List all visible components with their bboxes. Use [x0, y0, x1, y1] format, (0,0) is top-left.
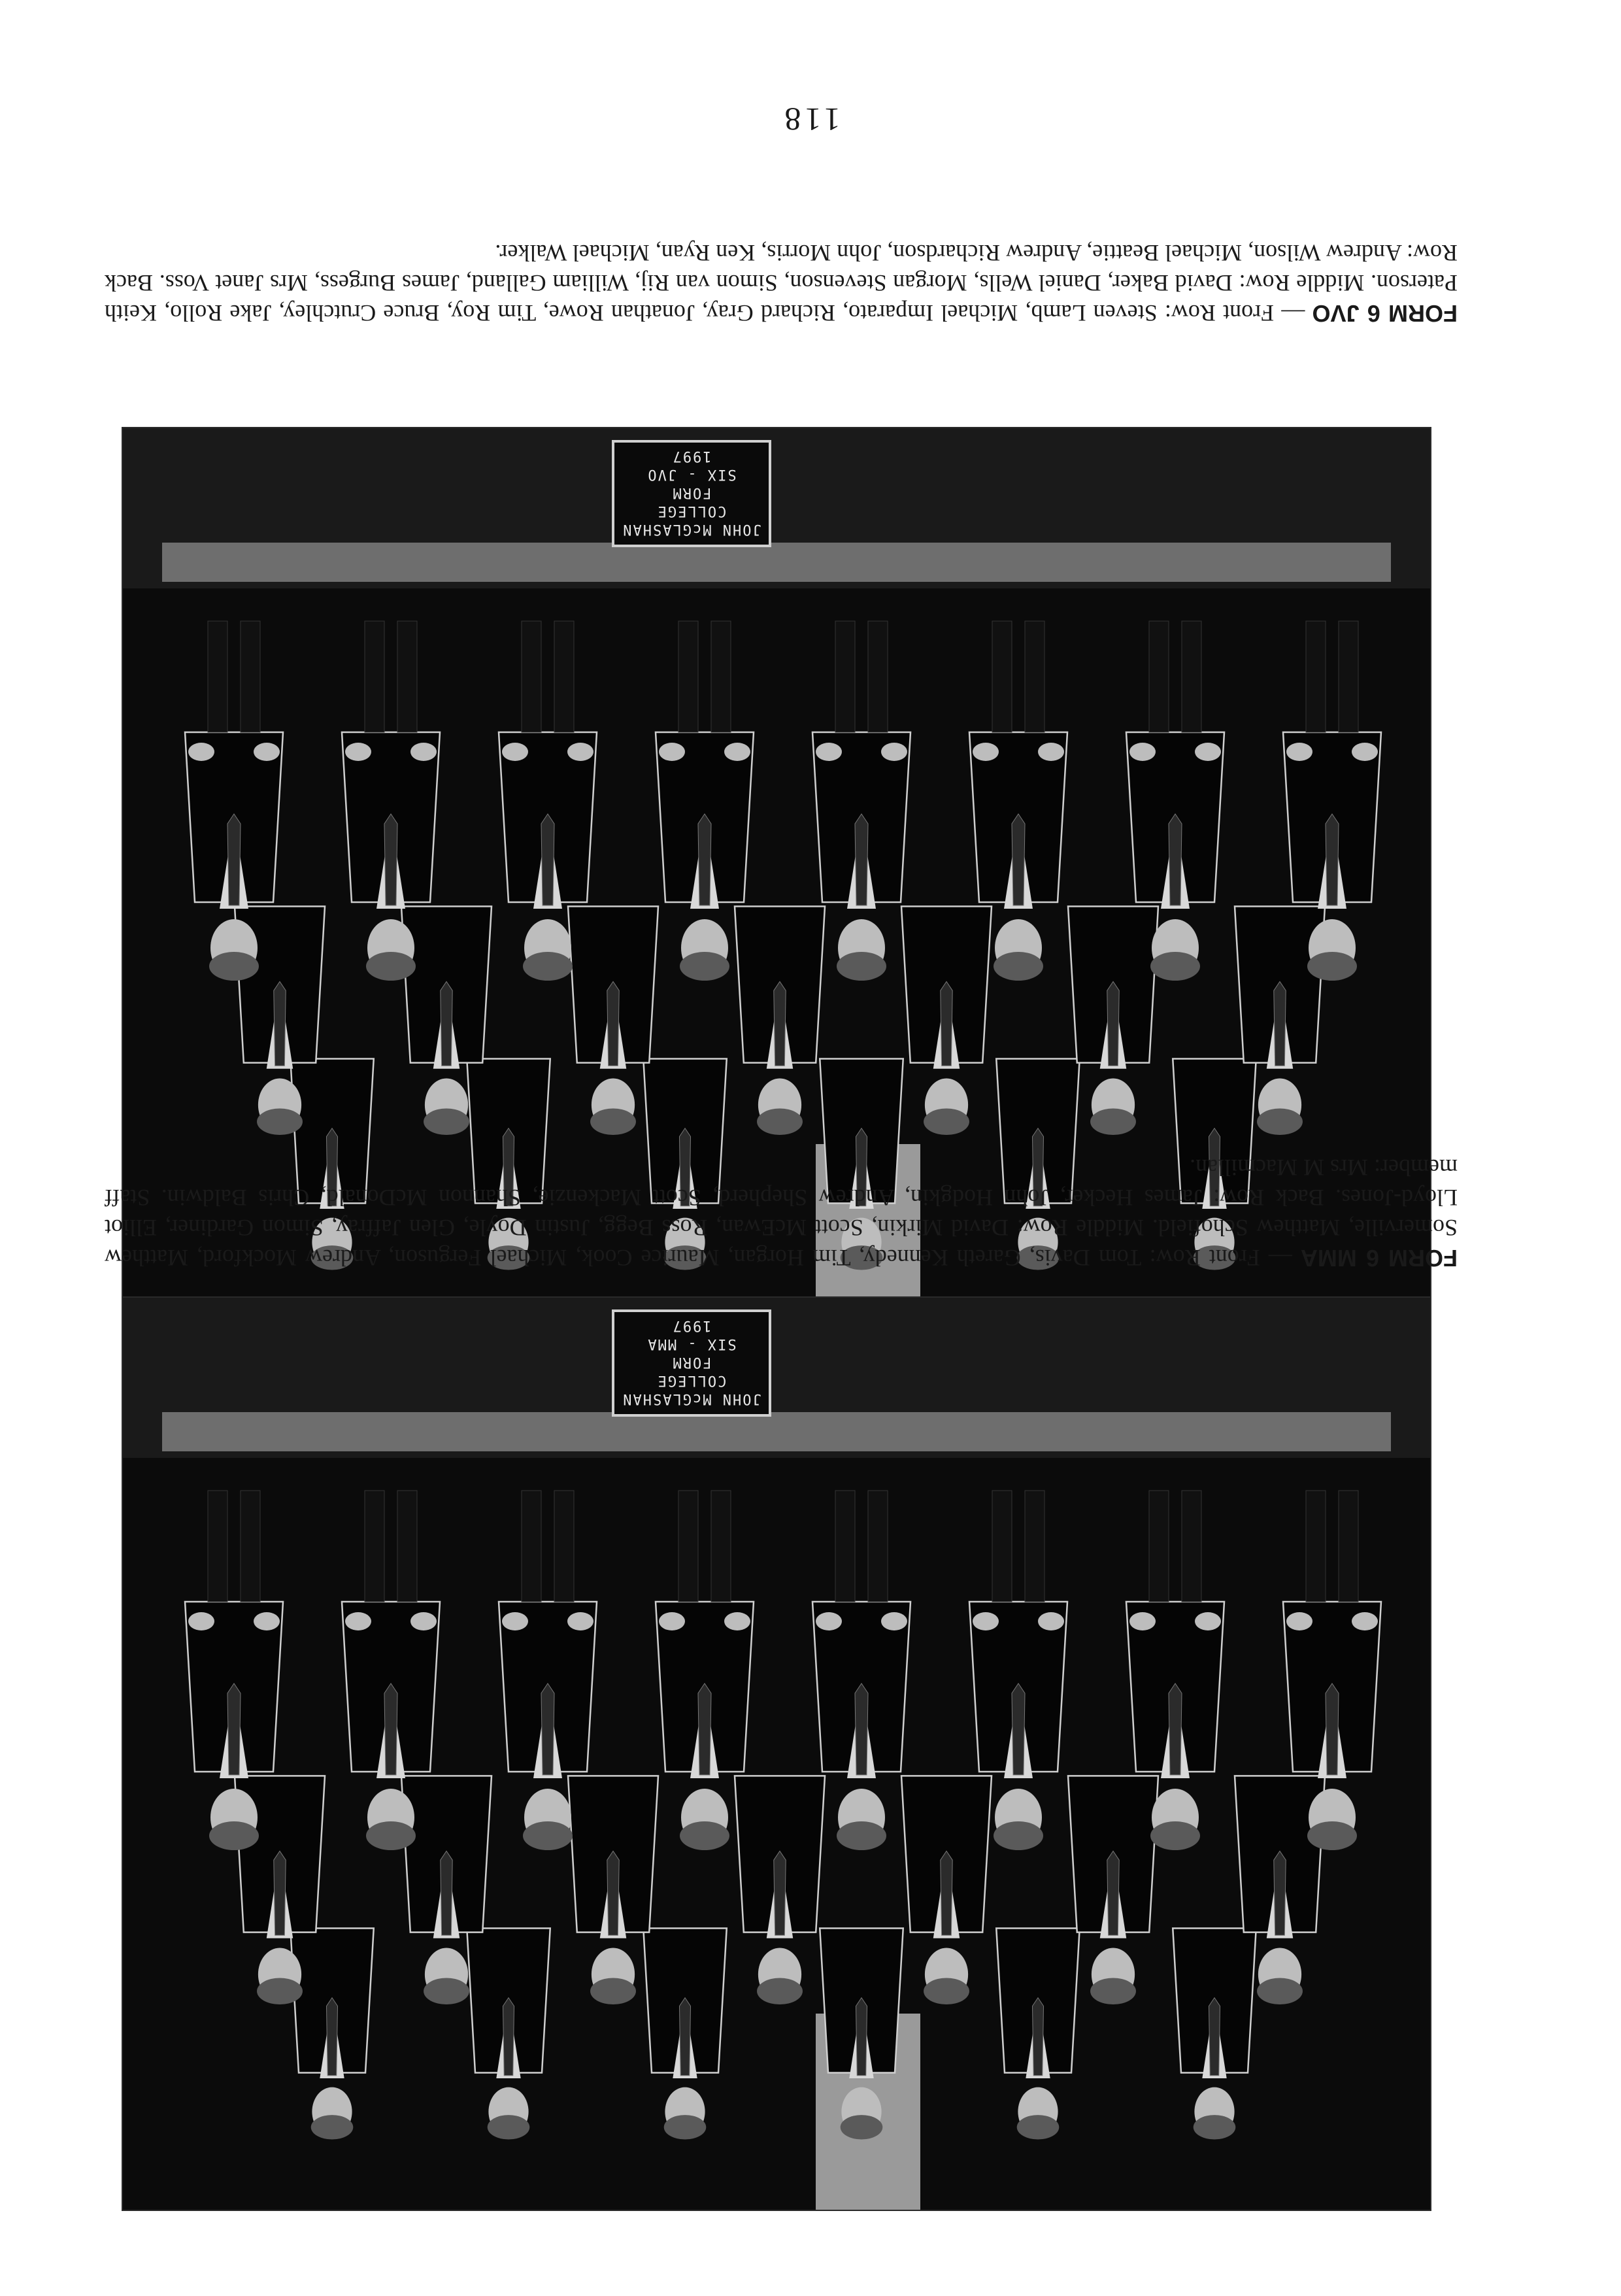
caption-heading: FORM 6 JVO: [1312, 300, 1458, 327]
svg-text:SIX - MMA: SIX - MMA: [646, 1336, 737, 1352]
svg-text:1997: 1997: [671, 448, 712, 464]
svg-text:FORM: FORM: [671, 484, 712, 501]
svg-text:SIX - JVO: SIX - JVO: [646, 466, 737, 482]
svg-text:COLLEGE: COLLEGE: [656, 503, 727, 519]
svg-text:FORM: FORM: [671, 1354, 712, 1370]
caption-heading: FORM 6 MMA: [1300, 1245, 1458, 1272]
caption-6mma: FORM 6 MMA — Front Row: Tom Davis, Gareth Kennedy, Tim Horgan, Maurice Cook, Michael Ferguson, Andrew Mockford, Matthew Somerville, Matthew Schofield. Middle Row: David Mirkin, Scott McEwan, Ross Begg, Justin Doyle, Glen Jaffray, Simon Gardiner, Elliot Lloyd-Jones. Back Row: James Hecker, John Hodgkin, Andrew Shepherd, Scott Mackenzie, Shannon McDonald, Chris Baldwin. Staff member: Mrs M Macmillan.: [104, 1155, 1458, 1272]
svg-text:JOHN McGLASHAN: JOHN McGLASHAN: [622, 1391, 761, 1407]
caption-6jvo: FORM 6 JVO — Front Row: Steven Lamb, Michael Imparato, Richard Gray, Jonathan Rowe, Tim Roy, Bruce Crutchley, Jake Rollo, Keith Paterson. Middle Row: David Baker, Daniel Wells, Morgan Stevenson, Simon van Rij, William Galland, James Burgess, Mrs Janet Voss. Back Row: Andrew Wilson, Michael Beattie, Andrew Richardson, John Morris, Ken Ryan, Michael Walker.: [104, 240, 1458, 327]
svg-text:COLLEGE: COLLEGE: [656, 1372, 727, 1389]
caption-text: Front Row: Steven Lamb, Michael Imparato, Richard Gray, Jonathan Rowe, Tim Roy, Bruce Crutchley, Jake Rollo, Keith Paterson. Middle Row: David Baker, Daniel Wells, Morgan Stevenson, Simon van Rij, William Galland, James Burgess, Mrs Janet Voss. Back Row: Andrew Wilson, Michael Beattie, Andrew Richardson, John Morris, Ken Ryan, Michael Walker.: [104, 240, 1458, 326]
svg-text:JOHN McGLASHAN: JOHN McGLASHAN: [622, 521, 761, 537]
page-number: 118: [780, 101, 841, 138]
class-photo-6mma: [122, 1296, 1431, 2211]
svg-text:1997: 1997: [671, 1317, 712, 1334]
caption-text: Front Row: Tom Davis, Gareth Kennedy, Tim Horgan, Maurice Cook, Michael Ferguson, Andrew Mockford, Matthew Somerville, Matthew Schofield. Middle Row: David Mirkin, Scott McEwan, Ross Begg, Justin Doyle, Glen Jaffray, Simon Gardiner, Elliot Lloyd-Jones. Back Row: James Hecker, John Hodgkin, Andrew Shepherd, Scott Mackenzie, Shannon McDonald, Chris Baldwin. Staff member: Mrs M Macmillan.: [104, 1155, 1458, 1271]
